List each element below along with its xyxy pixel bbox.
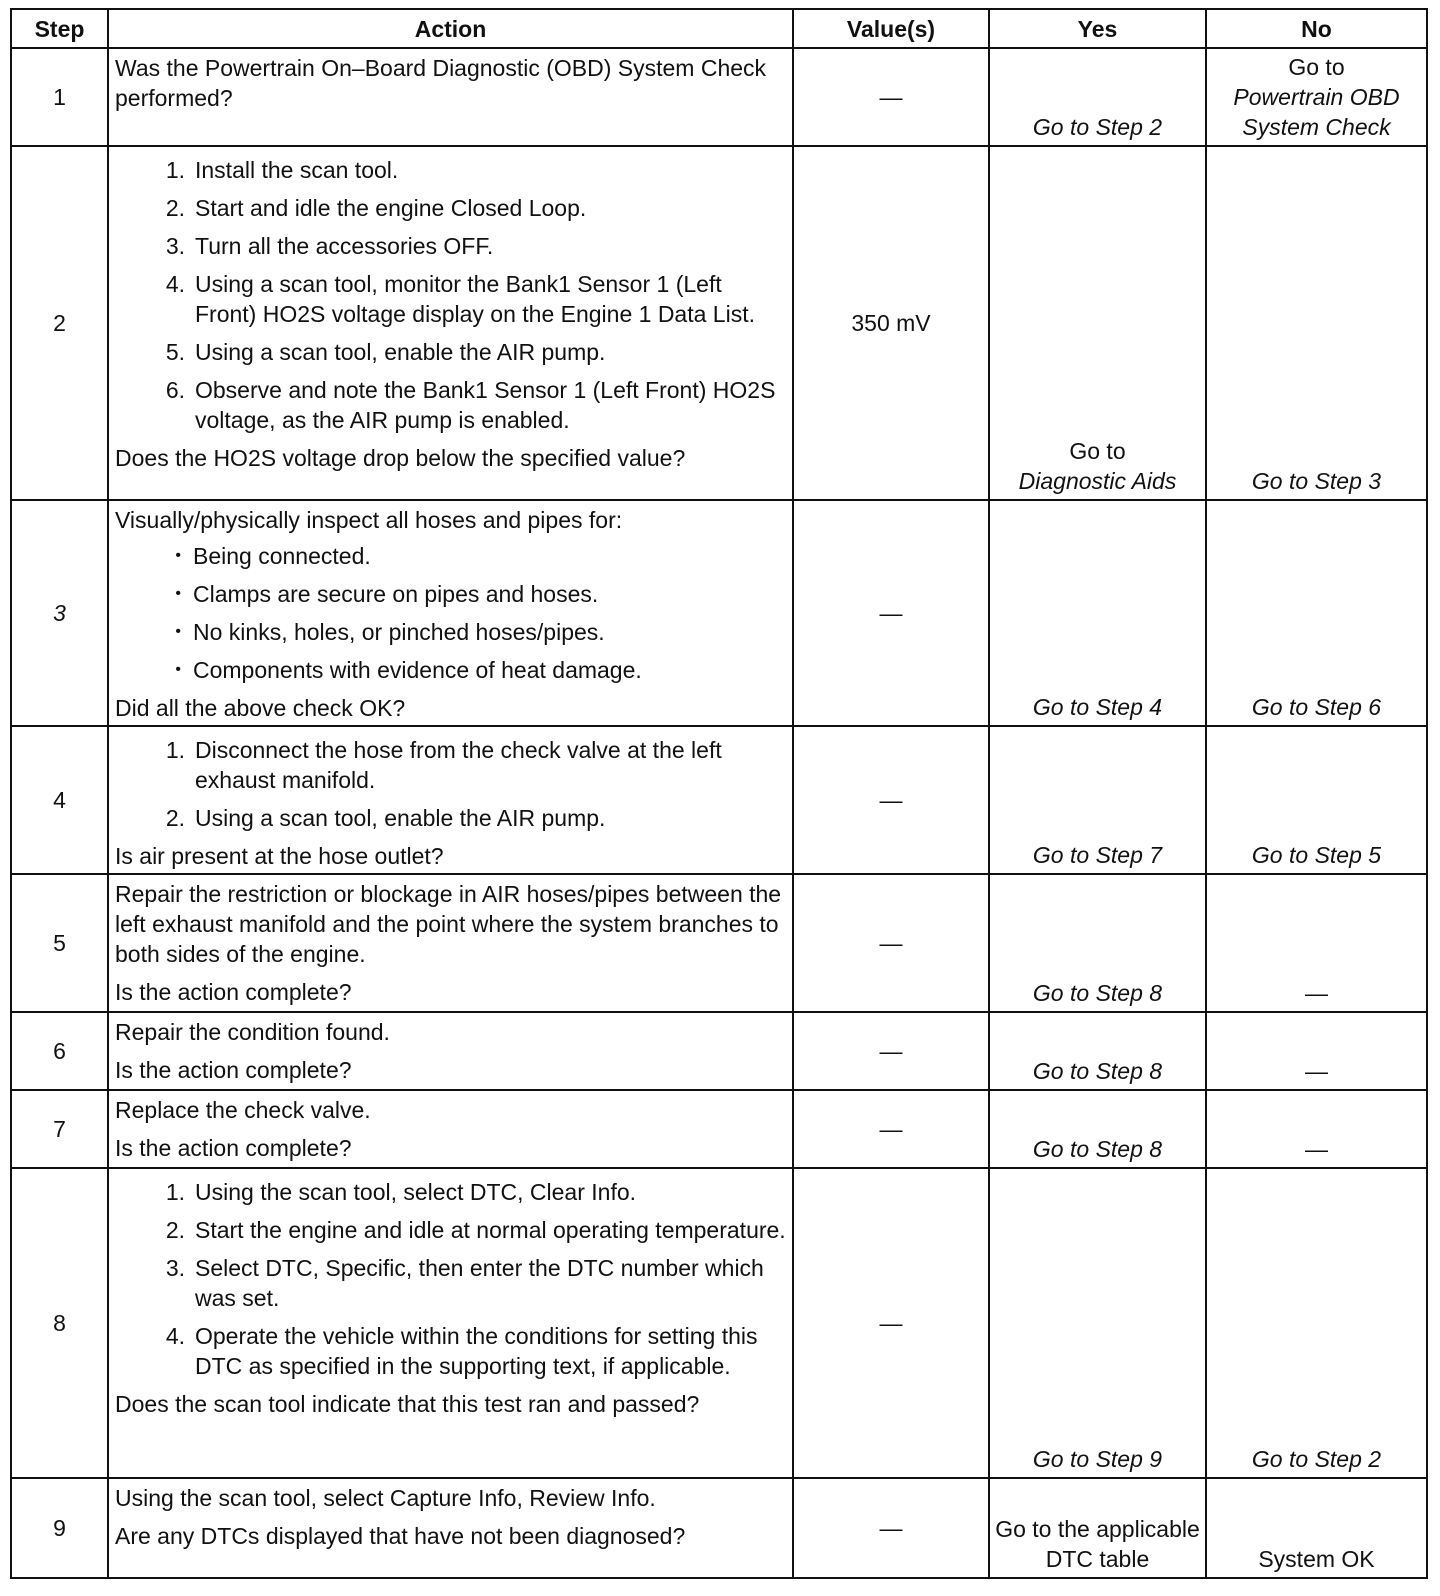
bullet-icon: • (175, 661, 181, 678)
step-number: 3 (11, 500, 108, 726)
list-item: 1. Using the scan tool, select DTC, Clear Info. (165, 1179, 637, 1205)
value-cell: — (793, 1478, 989, 1578)
table-row (11, 1012, 1427, 1090)
table-row (11, 500, 1427, 726)
yes-cell: Go to Step 2 (989, 48, 1206, 146)
bullet-list (115, 541, 786, 685)
action-text: Repair the condition found. (115, 1019, 390, 1045)
table-row (11, 1168, 1427, 1478)
action-text: Was the Powertrain On–Board Diagnostic (OBD) System Check performed? (115, 55, 767, 111)
step-number: 4 (11, 726, 108, 874)
yes-cell: Go to Step 4 (989, 500, 1206, 726)
yes-cell: Go to Step 8 (989, 1090, 1206, 1168)
table-row (11, 146, 1427, 500)
list-item: 4. Operate the vehicle within the conditions for setting this DTC as specified in the supporting text, if applicable. (165, 1323, 758, 1379)
yes-cell: Go to Step 9 (989, 1168, 1206, 1478)
table-row (11, 874, 1427, 1012)
no-cell: — (1206, 1012, 1427, 1090)
action-question: Does the scan tool indicate that this test ran and passed? (115, 1391, 700, 1417)
action-question: Is the action complete? (115, 979, 352, 1005)
table-row (11, 48, 1427, 146)
yes-goto-label: Go to (1069, 438, 1126, 464)
no-cell: Go to Step 2 (1206, 1168, 1427, 1478)
yes-cell (989, 146, 1206, 500)
action-cell (108, 1168, 793, 1478)
value-cell: — (793, 1012, 989, 1090)
diagnostic-table-sheet (10, 8, 1426, 1579)
action-cell (108, 874, 793, 1012)
action-text: Visually/physically inspect all hoses and pipes for: (115, 507, 623, 533)
header-yes: Yes (989, 9, 1206, 48)
no-goto-target: Powertrain OBD System Check (1233, 84, 1400, 140)
step-number: 5 (11, 874, 108, 1012)
header-no: No (1206, 9, 1427, 48)
no-cell: — (1206, 1090, 1427, 1168)
header-row (11, 9, 1427, 48)
value-cell: 350 mV (793, 146, 989, 500)
procedure-list (115, 155, 786, 435)
list-item: 2. Using a scan tool, enable the AIR pump. (165, 805, 606, 831)
action-question: Is air present at the hose outlet? (115, 843, 444, 869)
value-cell: — (793, 500, 989, 726)
no-cell: Go to Step 5 (1206, 726, 1427, 874)
action-cell (108, 1090, 793, 1168)
list-item: 3. Select DTC, Specific, then enter the DTC number which was set. (165, 1255, 764, 1311)
action-cell (108, 1478, 793, 1578)
step-number: 7 (11, 1090, 108, 1168)
action-cell (108, 500, 793, 726)
no-cell: — (1206, 874, 1427, 1012)
list-item: 2. Start the engine and idle at normal operating temperature. (165, 1217, 786, 1243)
yes-cell: Go to Step 8 (989, 1012, 1206, 1090)
action-text: Replace the check valve. (115, 1097, 371, 1123)
step-number: 8 (11, 1168, 108, 1478)
value-cell: — (793, 48, 989, 146)
procedure-list (115, 735, 786, 833)
step-number: 9 (11, 1478, 108, 1578)
table-row (11, 1090, 1427, 1168)
list-item: 1. Install the scan tool. (165, 157, 399, 183)
header-values: Value(s) (793, 9, 989, 48)
action-text: Using the scan tool, select Capture Info, Review Info. (115, 1485, 656, 1511)
list-item: • Clamps are secure on pipes and hoses. (115, 579, 786, 609)
list-item: 2. Start and idle the engine Closed Loop. (165, 195, 587, 221)
yes-cell: Go to the applicable DTC table (989, 1478, 1206, 1578)
action-question: Is the action complete? (115, 1135, 352, 1161)
action-cell (108, 146, 793, 500)
bullet-icon: • (175, 585, 181, 602)
action-cell (108, 48, 793, 146)
yes-goto-target: Diagnostic Aids (1018, 468, 1177, 494)
table-row (11, 726, 1427, 874)
list-item: • No kinks, holes, or pinched hoses/pipes. (115, 617, 786, 647)
value-cell: — (793, 1168, 989, 1478)
value-cell: — (793, 1090, 989, 1168)
step-number: 6 (11, 1012, 108, 1090)
action-cell (108, 1012, 793, 1090)
diagnostic-table (10, 8, 1428, 1579)
no-cell: System OK (1206, 1478, 1427, 1578)
action-text: Repair the restriction or blockage in AIR hoses/pipes between the left exhaust manifold and the point where the system branches to both sides of the engine. (115, 881, 782, 967)
yes-cell: Go to Step 8 (989, 874, 1206, 1012)
action-cell (108, 726, 793, 874)
list-item: 5. Using a scan tool, enable the AIR pump. (165, 339, 606, 365)
list-item: • Being connected. (115, 541, 786, 571)
header-step: Step (11, 9, 108, 48)
header-action: Action (108, 9, 793, 48)
list-item: 4. Using a scan tool, monitor the Bank1 Sensor 1 (Left Front) HO2S voltage display on the Engine 1 Data List. (165, 271, 755, 327)
action-question: Did all the above check OK? (115, 695, 406, 721)
bullet-icon: • (175, 623, 181, 640)
no-cell (1206, 48, 1427, 146)
no-goto-label: Go to (1288, 54, 1345, 80)
list-item: • Components with evidence of heat damage. (115, 655, 786, 685)
list-item: 3. Turn all the accessories OFF. (165, 233, 494, 259)
bullet-icon: • (175, 547, 181, 564)
yes-cell: Go to Step 7 (989, 726, 1206, 874)
action-question: Is the action complete? (115, 1057, 352, 1083)
value-cell: — (793, 874, 989, 1012)
procedure-list (115, 1177, 786, 1381)
action-question: Does the HO2S voltage drop below the specified value? (115, 445, 686, 471)
value-cell: — (793, 726, 989, 874)
list-item: 1. Disconnect the hose from the check valve at the left exhaust manifold. (165, 737, 722, 793)
no-cell: Go to Step 6 (1206, 500, 1427, 726)
step-number: 2 (11, 146, 108, 500)
action-question: Are any DTCs displayed that have not been diagnosed? (115, 1523, 686, 1549)
table-row (11, 1478, 1427, 1578)
no-cell: Go to Step 3 (1206, 146, 1427, 500)
list-item: 6. Observe and note the Bank1 Sensor 1 (Left Front) HO2S voltage, as the AIR pump is enabled. (165, 377, 776, 433)
step-number: 1 (11, 48, 108, 146)
